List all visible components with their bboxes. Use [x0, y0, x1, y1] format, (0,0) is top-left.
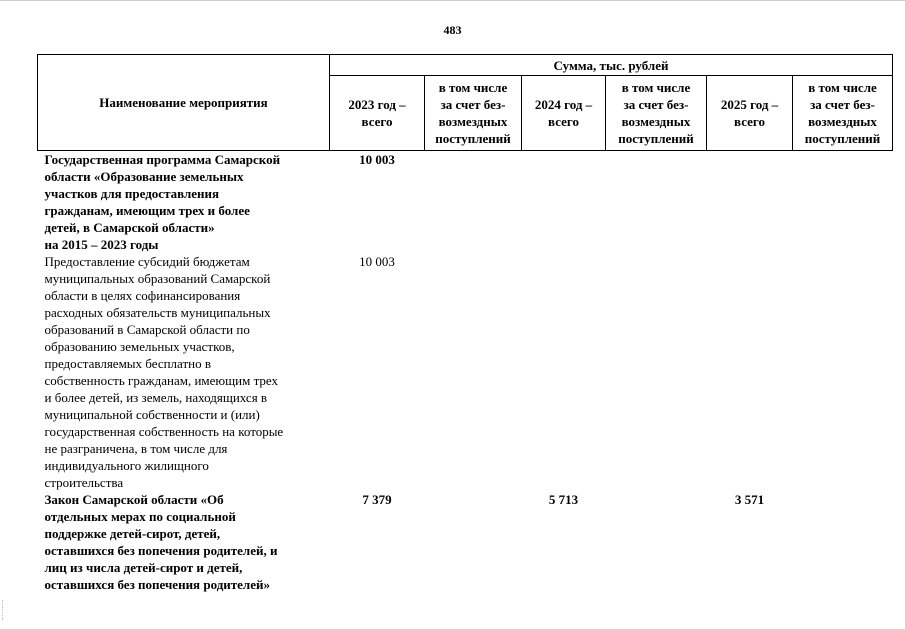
value-2025-gratuitous	[793, 151, 893, 254]
table-row	[38, 491, 893, 593]
value-2023-total: 7 379	[362, 492, 392, 507]
value-2025-gratuitous	[793, 253, 893, 491]
value-2024-gratuitous	[606, 491, 707, 593]
scan-edge-line	[0, 0, 905, 1]
value-2024-gratuitous	[606, 253, 707, 491]
header-sum-group: Сумма, тыс. рублей	[330, 55, 893, 76]
page-number: 483	[443, 23, 462, 37]
value-2025-total	[707, 151, 793, 254]
row-name: Государственная программа Самарской области «Образование земельных участков для предоставления гражданам, имеющим трех и более детей, в Самарской области» на 2015 – 2023 годы	[44, 152, 281, 252]
budget-table	[37, 54, 893, 593]
value-2023-gratuitous	[425, 151, 522, 254]
header-2024-total: 2024 год – всего	[522, 76, 606, 151]
header-2025-gratuitous: в том числе за счет без- возмездных поступлений	[793, 76, 893, 151]
value-2023-gratuitous	[425, 491, 522, 593]
value-2025-gratuitous	[793, 491, 893, 593]
header-2025-total: 2025 год – всего	[707, 76, 793, 151]
value-2024-total	[522, 253, 606, 491]
value-2023-gratuitous	[425, 253, 522, 491]
row-name: Предоставление субсидий бюджетам муниципальных образований Самарской области в целях софинансирования расходных обязательств муниципальных образований в Самарской области по образованию земельных участков, предоставляемых бесплатно в собственность гражданам, имеющим трех и более детей, из земель, находящихся в муниципальной собственности и (или) государственная собственность на которые не разграничена, в том числе для индивидуального жилищного строительства	[44, 254, 284, 490]
header-2023-total: 2023 год – всего	[330, 76, 425, 151]
table-row	[38, 253, 893, 491]
row-name-cell	[38, 491, 330, 593]
scan-margin-marks	[2, 600, 5, 620]
row-name-cell	[38, 253, 330, 491]
value-2023-total: 10 003	[359, 254, 395, 269]
header-name-column: Наименование мероприятия	[38, 55, 330, 151]
value-2025-total	[707, 253, 793, 491]
header-2023-gratuitous: в том числе за счет без- возмездных поступлений	[425, 76, 522, 151]
table-row	[38, 151, 893, 254]
row-name: Закон Самарской области «Об отдельных мерах по социальной поддержке детей-сирот, детей, оставшихся без попечения родителей, и лиц из числа детей-сирот и детей, оставшихся без попечения родителей»	[44, 492, 278, 592]
value-2024-total: 5 713	[548, 492, 579, 507]
value-2025-total: 3 571	[734, 492, 765, 507]
value-2023-total: 10 003	[359, 152, 395, 167]
header-2024-gratuitous: в том числе за счет без- возмездных поступлений	[606, 76, 707, 151]
row-name-cell	[38, 151, 330, 254]
value-2024-gratuitous	[606, 151, 707, 254]
value-2024-total	[522, 151, 606, 254]
